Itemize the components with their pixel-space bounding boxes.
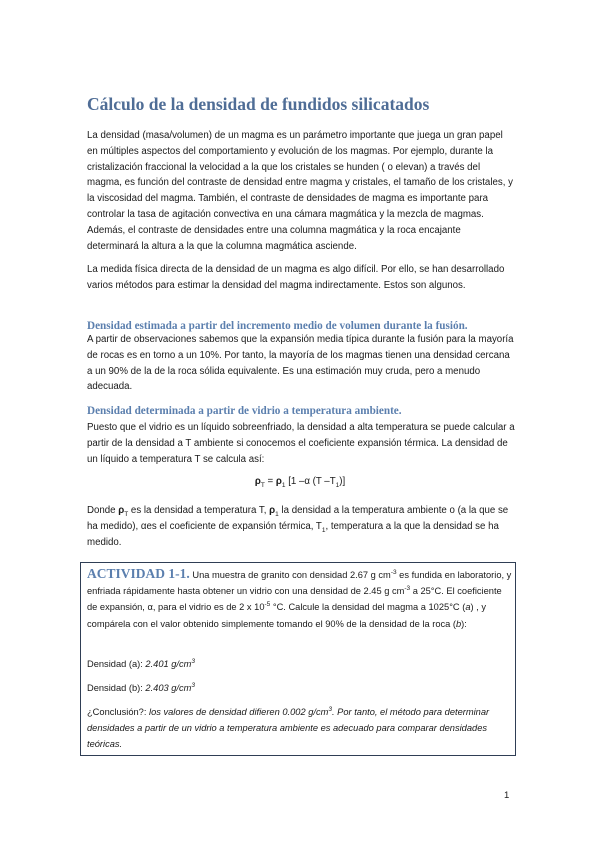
activity-statement: ACTIVIDAD 1-1. Una muestra de granito con densidad 2.67 g $cm^{-3}$ es fundida en laboratorio, y enfriada rápidamente hasta obtener un vidrio con una densidad de 2.45 g $cm^{-3}$ a 25°C. El coeficiente de expansión, α, para el vidrio es de 2 x $10^{-5}$ °C. Calcule la densidad del magma a 1025°C (a) , y compárela con el valor obtenido simplemente tomando el 90% de la densidad de la roca (b):	[87, 566, 512, 629]
formula-explanation: Donde $\rho_T$ es la densidad a temperatura T, $\rho_1$ la densidad a la temperatura ambiente o (a la que se ha medido), αes el coeficiente de expansión térmica, $T_1$, temperatura a la que la densidad se ha medido.	[87, 505, 509, 548]
page-title: Cálculo de la densidad de fundidos silicatados	[87, 94, 430, 114]
section1-heading: Densidad estimada a partir del incremento medio de volumen durante la fusión.	[87, 320, 468, 332]
conclusion: ¿Conclusión?: los valores de densidad difieren 0.002 $g/cm^3$. Por tanto, el método para determinar densidades a partir de un vidrio a temperatura ambiente es adecuado para comparar densidades teóricas.	[87, 705, 490, 749]
page-number: 1	[504, 790, 510, 801]
methods-paragraph: La medida física directa de la densidad de un magma es algo difícil. Por ello, se han desarrollado varios métodos para estimar la densidad del magma indirectamente. Estos son algunos.	[87, 264, 505, 291]
intro-paragraph: La densidad (masa/volumen) de un magma es un parámetro importante que juega un gran papel en múltiples aspectos del comportamiento y evolución de los magmas. Por ejemplo, durante la cristalización fraccional la velocidad a la que los cristales se hunden ( o elevan) a través del magma, es función del contraste de densidad entre magma y cristales, el tamaño de los cristales, y la viscosidad del magma. También, el contraste de densidades de magma es importante para controlar la tasa de agitación convectiva en una cámara magmática y la mezcla de magmas. Además, el contraste de densidades entre una columna magmática y la roca encajante determinará la altura a la que la columna magmática asciende.	[87, 130, 513, 252]
section2-body: Puesto que el vidrio es un líquido sobreenfriado, la densidad a alta temperatura se puede calcular a partir de la densidad a T ambiente si conocemos el coeficiente expansión térmica. La densidad de un líquido a temperatura T se calcula así:	[87, 422, 515, 465]
section2-heading: Densidad determinada a partir de vidrio a temperatura ambiente.	[87, 405, 402, 417]
answer-a: Densidad (a): 2.401 $g/cm^3$	[87, 657, 196, 669]
activity-label: ACTIVIDAD 1-1.	[87, 566, 190, 581]
answer-b: Densidad (b): 2.403 $g/cm^3$	[87, 681, 196, 693]
density-formula: $\rho_T = \rho_1$ [1 –α (T $-T_1$)]	[254, 476, 346, 489]
section1-body: A partir de observaciones sabemos que la expansión media típica durante la fusión para la mayoría de rocas es en torno a un 10%. Por tanto, la mayoría de los magmas tienen una densidad cercana a un 90% de la de la roca sólida equivalente. Es una estimación muy cruda, pero a menudo adecuada.	[87, 334, 514, 393]
